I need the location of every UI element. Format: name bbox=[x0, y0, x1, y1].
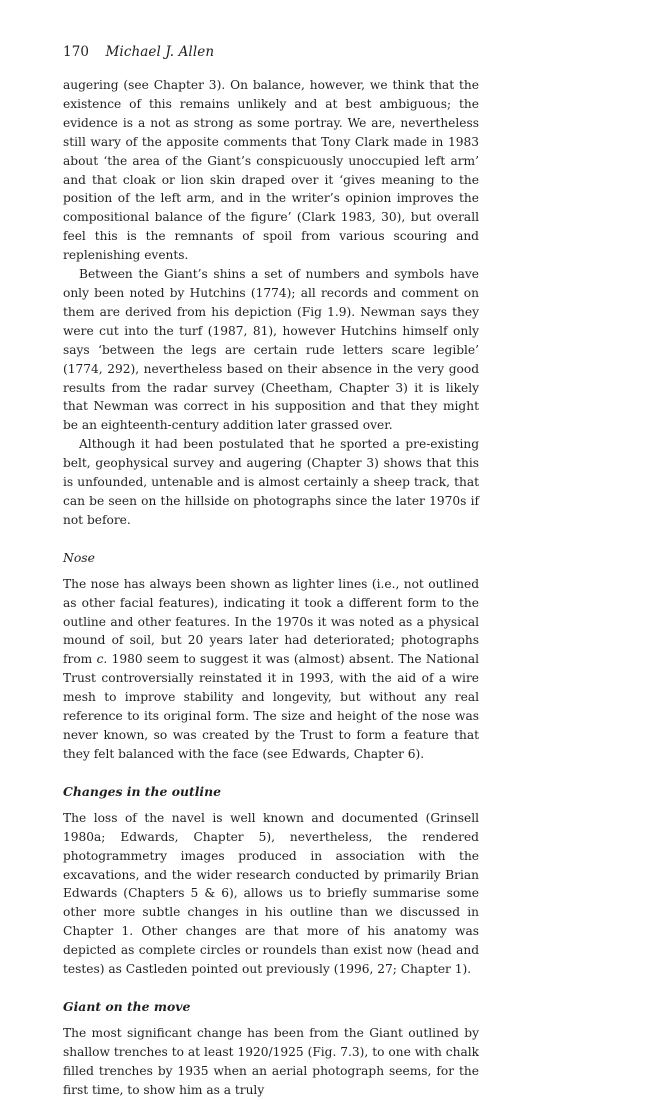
body-paragraph: Between the Giant’s shins a set of numbers and symbols have only been noted by Hutchins (1774); all records and comment on them are derived from his depiction (Fig 1.9). Newman says they were cut into the turf (1987, 81), however Hutchins himself only says ‘between the legs are certain rude letters scare legible’ (1774, 292), nevertheless based on their absence in the very good results from the radar survey (Cheetham, Chapter 3) it is likely that Newman was correct in his supposition and that they might be an eighteenth-century addition later grassed over. bbox=[63, 267, 479, 433]
section-heading-changes-in-outline: Changes in the outline bbox=[63, 783, 222, 799]
section-heading-nose: Nose bbox=[63, 549, 95, 565]
body-paragraph-nose bbox=[63, 575, 479, 764]
nose-text-part: The nose has always been shown as lighter lines (i.e., not outlined as other facial features), indicating it took a different form to the outline and other features. In the 1970s it was noted as a physical mound of soil, but 20 years later had deteriorated; photographs from bbox=[63, 576, 479, 667]
running-head bbox=[63, 44, 214, 60]
body-paragraph-move: The most significant change has been from the Giant outlined by shallow trenches to at least 1920/1925 (Fig. 7.3), to one with chalk filled trenches by 1935 when an aerial photograph seems, for the first time, to show him as a truly bbox=[63, 1025, 479, 1097]
section-heading-giant-on-the-move: Giant on the move bbox=[63, 998, 191, 1014]
body-paragraph: augering (see Chapter 3). On balance, however, we think that the existence of this remains unlikely and at best ambiguous; the evidence is a not as strong as some portray. We are, nevertheless still wary of the apposite comments that Tony Clark made in 1983 about ‘the area of the Giant’s conspicuously unoccupied left arm’ and that cloak or lion skin draped over it ‘gives meaning to the position of the left arm, and in the writer’s opinion improves the compositional balance of the figure’ (Clark 1983, 30), but overall feel this is the remnants of spoil from various scouring and replenishing events. bbox=[63, 78, 479, 263]
nose-text-part: 1980 seem to suggest it was (almost) absent. The National Trust controversially reinstated it in 1993, with the aid of a wire mesh to improve stability and longevity, but without any real reference to its original form. The size and height of the nose was never known, so was created by the Trust to form a feature that they felt balanced with the face (see Edwards, Chapter 6). bbox=[63, 652, 479, 761]
circa-abbreviation: c. bbox=[96, 652, 108, 667]
body-paragraph-outline: The loss of the navel is well known and documented (Grinsell 1980a; Edwards, Chapter 5), nevertheless, the rendered photogrammetry images produced in association with the excavations, and the wider research conducted by primarily Brian Edwards (Chapters 5 & 6), allows us to briefly summarise some other more subtle changes in his outline than we discussed in Chapter 1. Other changes are that more of his anatomy was depicted as complete circles or roundels than exist now (head and testes) as Castleden pointed out previously (1996, 27; Chapter 1). bbox=[63, 810, 479, 977]
body-paragraph: Although it had been postulated that he sported a pre-existing belt, geophysical survey and augering (Chapter 3) shows that this is unfounded, untenable and is almost certainly a sheep track, that can be seen on the hillside on photographs since the later 1970s if not before. bbox=[63, 437, 479, 527]
text-block bbox=[63, 76, 479, 1100]
page-number: 170 bbox=[63, 44, 90, 60]
running-head-author: Michael J. Allen bbox=[105, 44, 215, 60]
